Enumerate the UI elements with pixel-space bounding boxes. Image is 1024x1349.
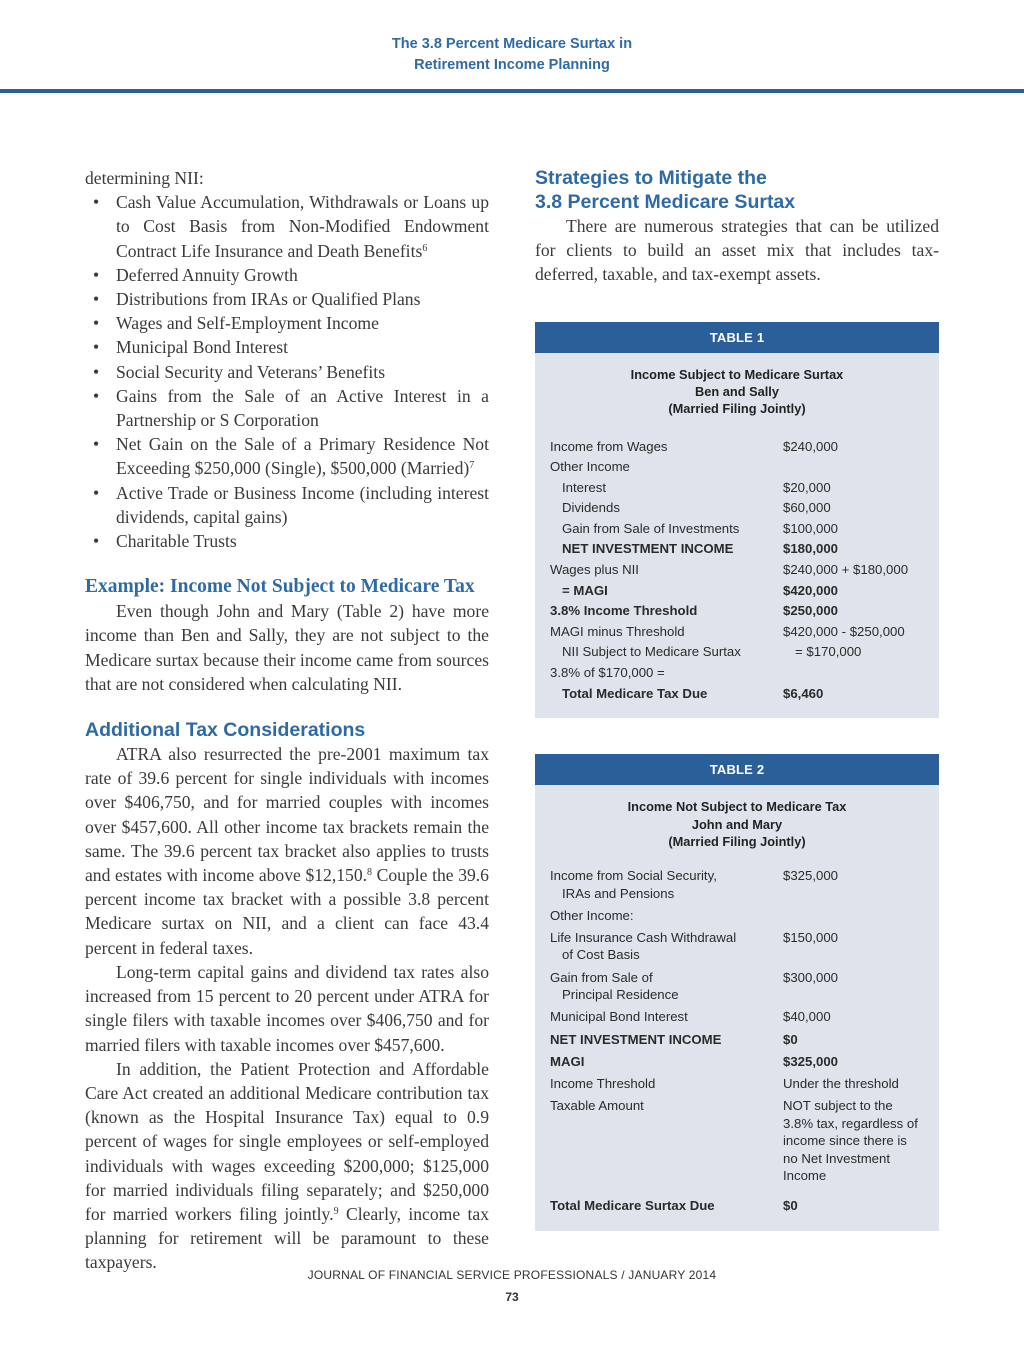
table-row: NET INVESTMENT INCOME $0	[550, 1031, 798, 1047]
bullet-icon: •	[93, 313, 100, 334]
bullet-icon: •	[93, 192, 100, 213]
table-row: Income Threshold Under the threshold	[550, 1075, 899, 1091]
paragraph-capital-gains: Long-term capital gains and dividend tax rates also increased from 15 percent to 20 percent under ATRA for single filers with taxable incomes over $406,750 and for married filers with taxable incomes over $457,600.	[85, 961, 489, 1055]
footnote-ref: 9	[333, 1205, 339, 1217]
table-1	[535, 322, 939, 719]
page-number: 73	[505, 1290, 519, 1304]
additional-heading: Additional Tax Considerations	[85, 719, 366, 742]
table-row: Income from Social Security, IRAs and Pensions $325,000	[550, 868, 839, 901]
bullet-icon: •	[93, 337, 100, 358]
bullet-icon: •	[93, 434, 100, 455]
table-row: MAGI minus Threshold $420,000 - $250,000	[550, 623, 905, 639]
bullet-icon: •	[93, 289, 100, 310]
lead-in-text: determining NII:	[85, 168, 204, 188]
table-2-rows	[535, 850, 939, 1231]
table-row: Gain from Sale of Investments $100,000	[562, 520, 839, 536]
list-item: • Charitable Trusts	[85, 529, 489, 553]
table-2	[535, 754, 939, 1231]
table-row: Total Medicare Tax Due $6,460	[562, 685, 824, 701]
list-item: • Net Gain on the Sale of a Primary Residence Not Exceeding $250,000 (Single), $500,000 (Married)$^7$	[93, 434, 489, 479]
table-row: 3.8% Income Threshold $250,000	[550, 603, 839, 619]
table-row: NII Subject to Medicare Surtax = $170,000	[562, 644, 862, 660]
table-row: Gain from Sale of Principal Residence $300,000	[550, 969, 839, 1003]
table-2-title: Income Not Subject to Medicare Tax John and Mary (Married Filing Jointly)	[627, 799, 847, 849]
footnote-ref: 6	[422, 242, 428, 254]
list-item: • Active Trade or Business Income (including interest dividends, capital gains)	[93, 482, 489, 527]
list-item: • Municipal Bond Interest	[85, 335, 489, 359]
list-item: • Gains from the Sale of an Active Interest in a Partnership or S Corporation	[93, 385, 489, 431]
table-row: Income from Wages $240,000	[550, 438, 839, 454]
example-paragraph: Even though John and Mary (Table 2) have more income than Ben and Sally, they are not subject to the Medicare surtax because their income came from sources that are not considered when calculating NII.	[85, 601, 489, 694]
table-1-label: TABLE 1	[535, 322, 939, 353]
table-row: Taxable Amount NOT subject to the 3.8% tax, regardless of income since there is no Net Investment Income	[550, 1098, 918, 1184]
table-row: Municipal Bond Interest $40,000	[550, 1009, 831, 1025]
strategies-heading: Strategies to Mitigate the 3.8 Percent Medicare Surtax	[535, 167, 796, 213]
list-item: • Social Security and Veterans’ Benefits	[85, 360, 489, 384]
strategies-intro: There are numerous strategies that can be utilized for clients to build an asset mix that includes tax-deferred, taxable, and tax-exempt assets.	[535, 216, 939, 285]
header-rule	[0, 89, 1024, 93]
table-row: Dividends $60,000	[562, 500, 831, 516]
running-head-line2: Retirement Income Planning	[414, 57, 610, 73]
table-row: 3.8% of $170,000 =	[550, 665, 665, 681]
list-item: • Deferred Annuity Growth	[85, 263, 489, 287]
footnote-ref: 8	[367, 867, 373, 879]
paragraph-aca-tax: In addition, the Patient Protection and Affordable Care Act created an additional Medicare contribution tax (known as the Hospital Insurance Tax) equal to 0.9 percent of wages for single employees or self-employed individuals with wages exceeding $200,000; $125,000 for married individuals filing separately; and $250,000 for married workers filing jointly.$^9$ Clearly, income tax planning for retirement will be paramount to these taxpayers.	[85, 1058, 489, 1273]
bullet-icon: •	[93, 482, 100, 503]
table-1-rows	[535, 418, 939, 719]
table-row: = MAGI $420,000	[562, 582, 839, 598]
table-row: Total Medicare Surtax Due $0	[550, 1197, 798, 1213]
right-column	[535, 166, 939, 1231]
bullet-icon: •	[93, 361, 100, 382]
bullet-icon: •	[93, 385, 100, 406]
table-row: MAGI $325,000	[550, 1053, 839, 1069]
table-row: Other Income	[550, 459, 630, 475]
list-item: • Wages and Self-Employment Income	[85, 311, 489, 335]
running-head	[0, 34, 1024, 76]
bullet-icon: •	[93, 264, 100, 285]
table-row: Interest $20,000	[562, 479, 831, 495]
journal-footer: JOURNAL OF FINANCIAL SERVICE PROFESSIONALS / JANUARY 2014	[307, 1268, 717, 1282]
table-row: Other Income:	[550, 907, 634, 923]
table-row: Life Insurance Cash Withdrawal of Cost Basis $150,000	[550, 929, 839, 963]
table-row: Wages plus NII $240,000 + $180,000	[550, 562, 909, 578]
nii-bullet-list	[85, 190, 489, 553]
footnote-ref: 7	[469, 460, 475, 472]
bullet-icon: •	[93, 531, 100, 552]
example-heading: Example: Income Not Subject to Medicare Tax	[85, 576, 475, 598]
list-item: • Distributions from IRAs or Qualified Plans	[85, 287, 489, 311]
table-1-title: Income Subject to Medicare Surtax Ben and Sally (Married Filing Jointly)	[630, 366, 844, 417]
table-2-label: TABLE 2	[535, 754, 939, 785]
running-head-line1: The 3.8 Percent Medicare Surtax in	[391, 36, 633, 52]
table-row: NET INVESTMENT INCOME $180,000	[562, 541, 839, 557]
paragraph-atra-rates: ATRA also resurrected the pre-2001 maximum tax rate of 39.6 percent for single individuals with incomes over $406,750, and for married couples with incomes over $457,600. All other income tax brackets remain the same. The 39.6 percent tax bracket also applies to trusts and estates with income above $12,150.$^8$ Couple the 39.6 percent income tax bracket with a possible 3.8 percent Medicare surtax on NII, and a client can face 43.4 percent in federal taxes.	[85, 744, 489, 958]
left-column	[85, 166, 489, 1275]
list-item: • Cash Value Accumulation, Withdrawals or Loans up to Cost Basis from Non-Modified Endowment Contract Life Insurance and Death Benefits$^6$	[93, 192, 489, 261]
